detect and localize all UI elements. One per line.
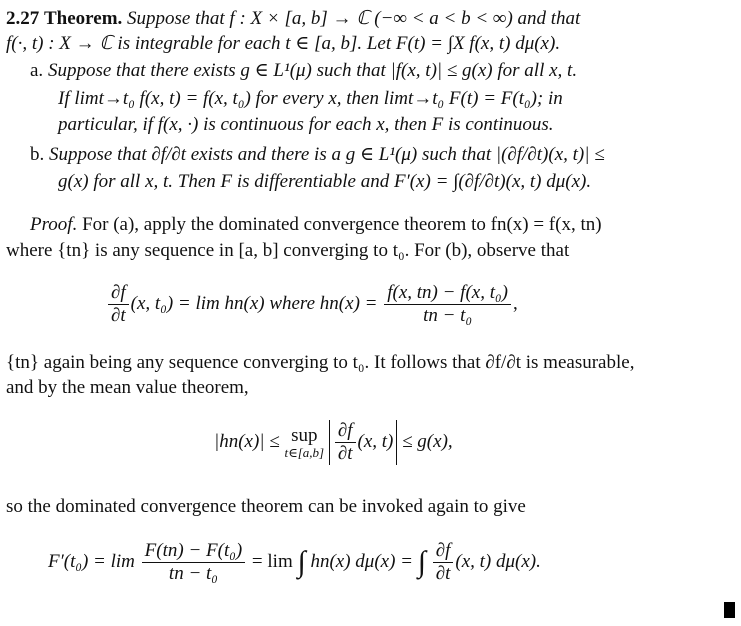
- part-a-text-3: particular, if f(x, ·) is continuous for each x, then F is continuous.: [58, 114, 554, 135]
- proof-text-5: so the dominated convergence theorem can be invoked again to give: [6, 496, 526, 517]
- eq2-rhs: ≤ g(x),: [402, 430, 453, 452]
- eq2-fraction: [335, 420, 356, 465]
- proof-text-4: and by the mean value theorem,: [6, 377, 249, 398]
- eq2-sup: sup: [291, 424, 318, 446]
- eq3-integrand-1: hn(x) dμ(x) =: [310, 550, 413, 572]
- eq3-denominator-2: ∂t: [435, 563, 451, 584]
- part-a-label: a.: [30, 60, 44, 81]
- part-b-text-2: g(x) for all x, t. Then F is differentiable and F′(x) = ∫(∂f/∂t)(x, t) dμ(x).: [58, 171, 592, 192]
- eq3-lhs: F′(t₀) = lim: [48, 550, 135, 572]
- eq3-numerator-2: ∂f: [433, 540, 454, 563]
- equation-2: [214, 420, 453, 465]
- proof-text-3: {tn} again being any sequence converging to t₀. It follows that ∂f/∂t is measurable,: [6, 352, 635, 373]
- eq3-denominator-1: tn − t₀: [168, 563, 218, 584]
- theorem-part-a-line-1: [30, 60, 577, 82]
- part-b-label: b.: [30, 144, 45, 165]
- eq2-lhs: |hn(x)| ≤: [214, 430, 280, 452]
- part-a-text-2: If limt→t₀ f(x, t) = f(x, t₀) for every x, then limt→t₀ F(t) = F(t₀); in: [58, 88, 563, 109]
- eq3-integrand-2: (x, t) dμ(x).: [455, 550, 541, 572]
- eq2-numerator: ∂f: [335, 420, 356, 443]
- eq1-lhs-denominator: ∂t: [111, 305, 126, 326]
- equation-3: [48, 540, 541, 585]
- theorem-line-1: [6, 8, 580, 30]
- eq2-sup-operator: [284, 426, 324, 460]
- eq1-lhs-numerator: ∂f: [108, 282, 129, 305]
- theorem-number: 2.27: [6, 8, 40, 29]
- qed-symbol: [724, 602, 735, 618]
- theorem-part-b-line-1: [30, 144, 605, 166]
- eq3-mid: = lim: [251, 550, 293, 572]
- eq2-sup-under: t∈[a,b]: [284, 444, 325, 460]
- eq3-integral-sign-1: ∫: [297, 545, 306, 579]
- eq2-absolute-value: [329, 420, 398, 465]
- eq1-lhs-rest: (x, t₀) = lim hn(x) where hn(x) =: [130, 292, 378, 314]
- theorem-heading: Theorem.: [44, 8, 123, 29]
- eq3-integral-sign-2: ∫: [417, 545, 426, 579]
- eq3-fraction-2: [433, 540, 454, 585]
- proof-text-2: where {tn} is any sequence in [a, b] converging to t₀. For (b), observe that: [6, 240, 570, 261]
- eq1-trail: ,: [512, 292, 518, 314]
- eq3-numerator-1: F(tn) − F(t₀): [142, 540, 246, 563]
- eq1-rhs-numerator: f(x, tn) − f(x, t₀): [384, 282, 511, 305]
- eq3-fraction-1: [142, 540, 246, 585]
- eq2-denominator: ∂t: [337, 443, 353, 464]
- theorem-text-1: Suppose that f : X × [a, b] → ℂ (−∞ < a < b < ∞) and that: [127, 8, 581, 29]
- part-b-text-1: Suppose that ∂f/∂t exists and there is a g ∈ L¹(μ) such that |(∂f/∂t)(x, t)| ≤: [49, 144, 605, 165]
- eq1-lhs-fraction: [108, 282, 129, 327]
- eq1-rhs-denominator: tn − t₀: [423, 305, 473, 326]
- theorem-line-2: f(·, t) : X → ℂ is integrable for each t ∈ [a, b]. Let F(t) = ∫X f(x, t) dμ(x).: [6, 33, 561, 54]
- proof-text-1: For (a), apply the dominated convergence theorem to fn(x) = f(x, tn): [82, 214, 602, 235]
- eq2-arg: (x, t): [357, 430, 394, 452]
- part-a-text-1: Suppose that there exists g ∈ L¹(μ) such that |f(x, t)| ≤ g(x) for all x, t.: [47, 60, 578, 81]
- proof-line-1: [30, 214, 602, 236]
- eq1-rhs-fraction: [384, 282, 511, 327]
- proof-label: Proof.: [30, 214, 78, 235]
- equation-1: [106, 282, 518, 327]
